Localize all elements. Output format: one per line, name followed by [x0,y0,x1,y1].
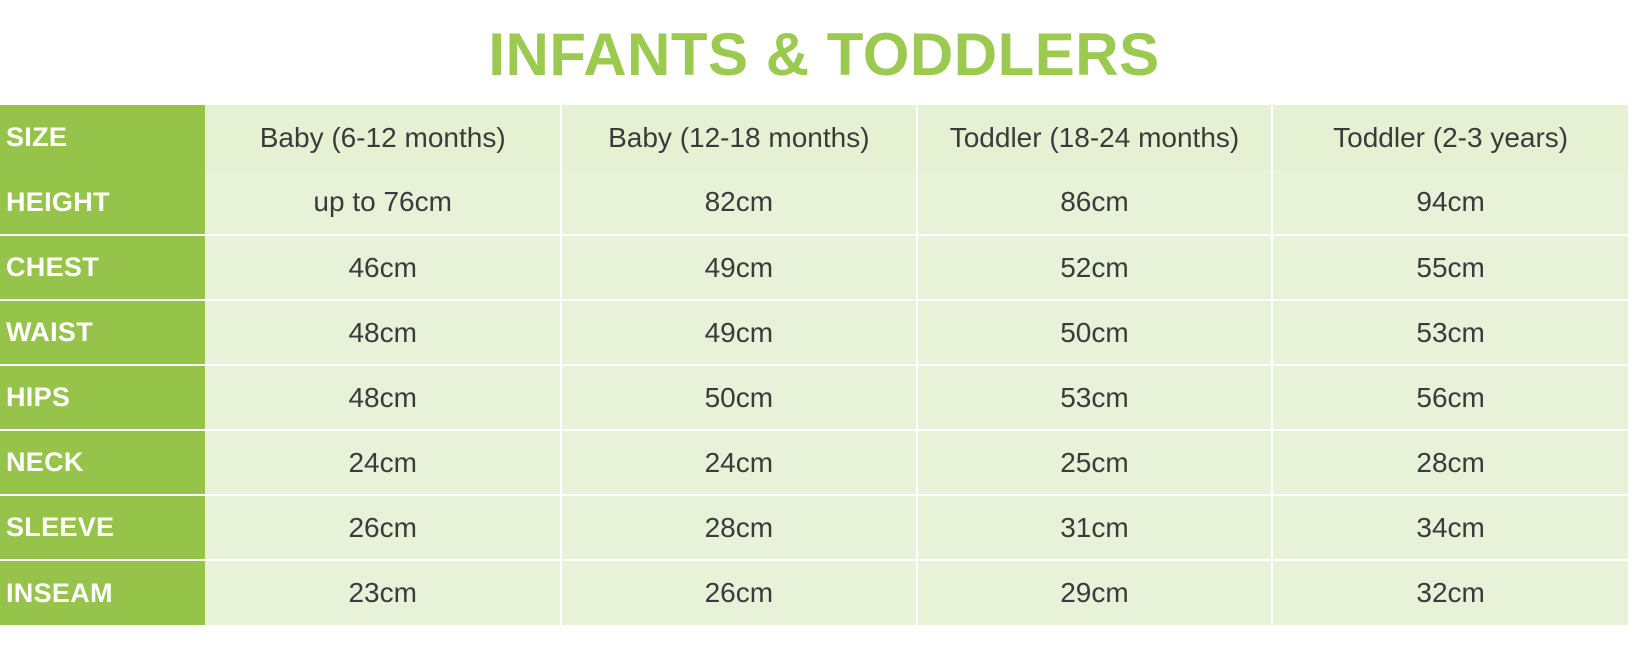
cell-waist-0: 48cm [205,300,561,365]
cell-waist-1: 49cm [561,300,917,365]
table-row [0,560,1628,625]
cell-inseam-3: 32cm [1272,560,1628,625]
cell-waist-2: 50cm [917,300,1273,365]
row-label-waist: WAIST [0,300,205,365]
cell-sleeve-2: 31cm [917,495,1273,560]
row-label-neck: NECK [0,430,205,495]
cell-height-3: 94cm [1272,170,1628,235]
row-label-hips: HIPS [0,365,205,430]
cell-sleeve-0: 26cm [205,495,561,560]
row-label-inseam: INSEAM [0,560,205,625]
cell-height-0: up to 76cm [205,170,561,235]
cell-neck-3: 28cm [1272,430,1628,495]
cell-hips-0: 48cm [205,365,561,430]
size-chart-table [0,105,1628,625]
cell-neck-2: 25cm [917,430,1273,495]
cell-waist-3: 53cm [1272,300,1628,365]
cell-inseam-2: 29cm [917,560,1273,625]
table-row [0,235,1628,300]
cell-chest-3: 55cm [1272,235,1628,300]
page-title: INFANTS & TODDLERS [488,21,1160,88]
column-header-3: Toddler (2-3 years) [1272,105,1628,170]
column-header-0: Baby (6-12 months) [205,105,561,170]
cell-hips-2: 53cm [917,365,1273,430]
cell-inseam-0: 23cm [205,560,561,625]
table-row [0,300,1628,365]
cell-chest-1: 49cm [561,235,917,300]
row-label-chest: CHEST [0,235,205,300]
row-label-height: HEIGHT [0,170,205,235]
cell-sleeve-3: 34cm [1272,495,1628,560]
cell-neck-0: 24cm [205,430,561,495]
cell-neck-1: 24cm [561,430,917,495]
column-header-2: Toddler (18-24 months) [917,105,1273,170]
header-size-label: SIZE [0,105,205,170]
table-row [0,170,1628,235]
table-row [0,430,1628,495]
cell-chest-2: 52cm [917,235,1273,300]
cell-hips-3: 56cm [1272,365,1628,430]
cell-sleeve-1: 28cm [561,495,917,560]
cell-inseam-1: 26cm [561,560,917,625]
column-header-1: Baby (12-18 months) [561,105,917,170]
table-header-row [0,105,1628,170]
cell-height-2: 86cm [917,170,1273,235]
table-row [0,365,1628,430]
cell-hips-1: 50cm [561,365,917,430]
cell-height-1: 82cm [561,170,917,235]
table-row [0,495,1628,560]
cell-chest-0: 46cm [205,235,561,300]
row-label-sleeve: SLEEVE [0,495,205,560]
